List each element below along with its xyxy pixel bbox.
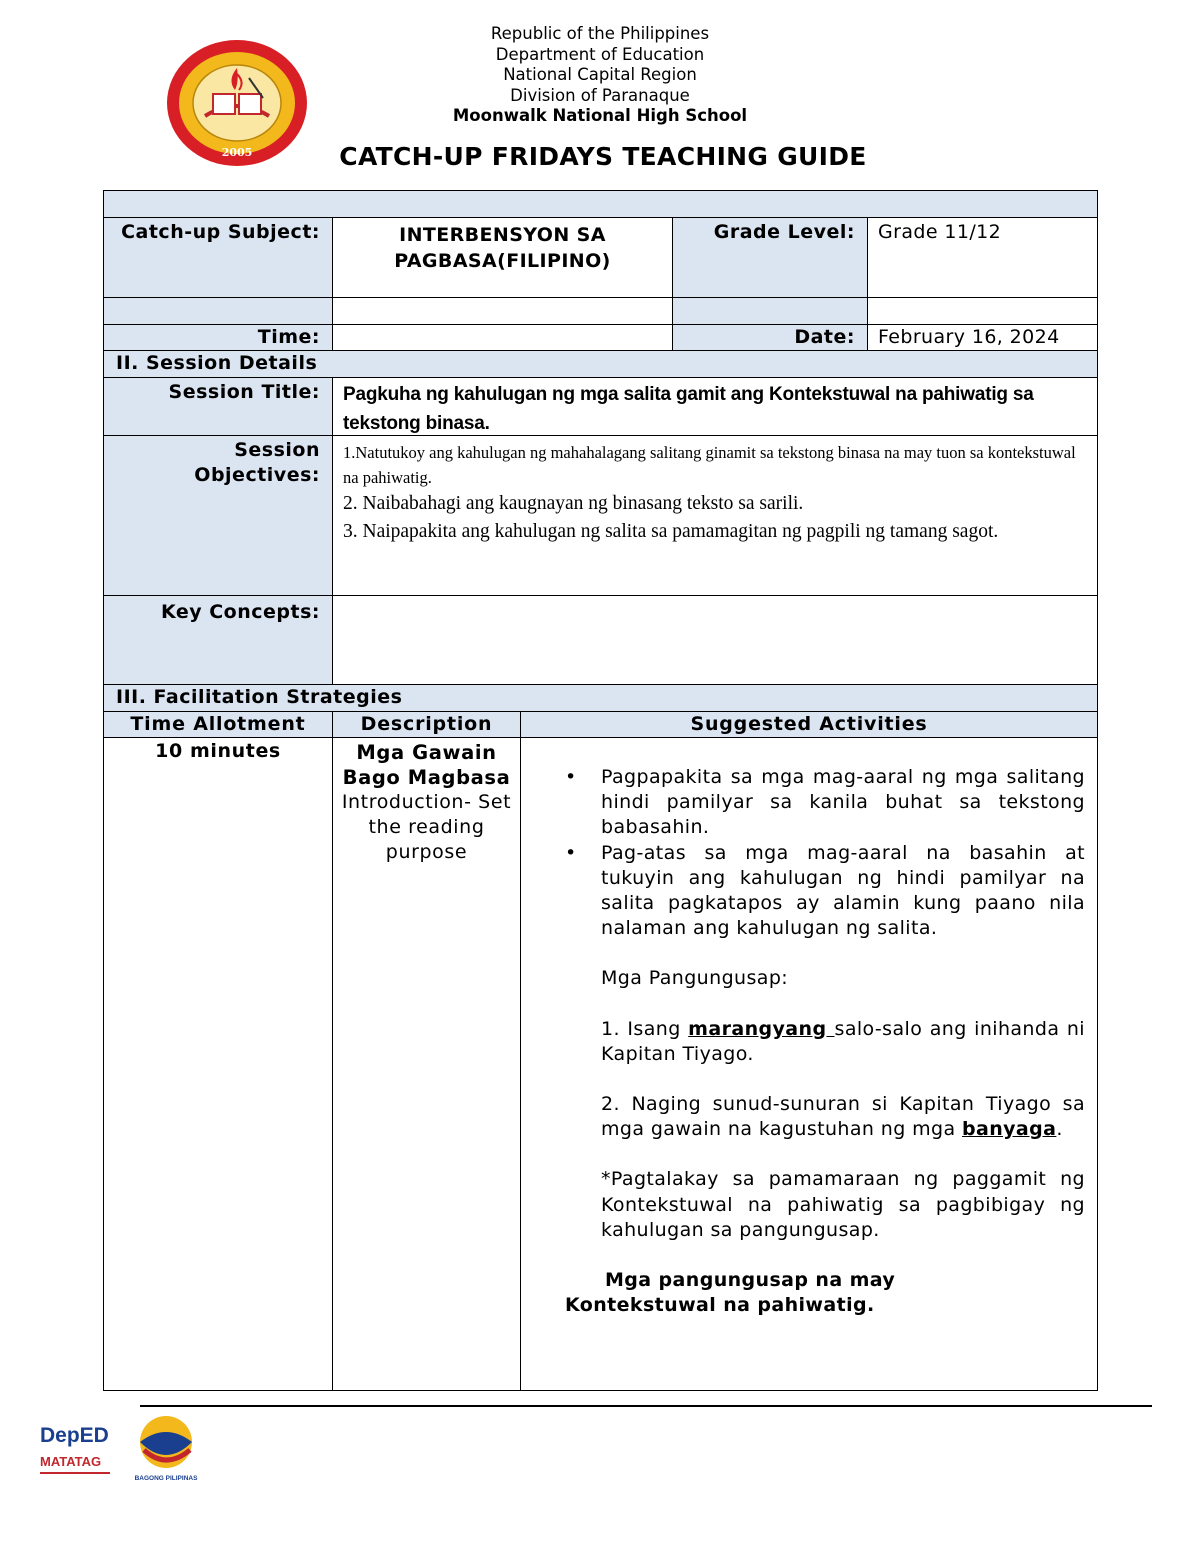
date-label: Date: [672, 324, 868, 351]
svg-text:DepED: DepED [40, 1424, 109, 1447]
description-cell [332, 737, 521, 1391]
session-title-value: Pagkuha ng kahulugan ng mga salita gamit ang Kontekstuwal na pahiwatig sa tekstong binasa. [332, 377, 1098, 436]
discussion-note: *Pagtalakay sa pamamaraan ng paggamit ng Kontekstuwal na pahiwatig sa pagbibigay ng kahulugan sa pangungusap. [601, 1168, 1085, 1241]
bullet-icon: • [565, 841, 577, 864]
svg-text:BAGONG PILIPINAS: BAGONG PILIPINAS [134, 1475, 198, 1482]
facilitation-heading: III. Facilitation Strategies [103, 684, 1098, 712]
bullet-icon: • [565, 766, 577, 788]
subject-label: Catch-up Subject: [103, 217, 333, 298]
highlighted-word: marangyang [688, 1017, 835, 1040]
header-line-region: National Capital Region [503, 65, 697, 84]
objective-item: 2. Naibabahagi ang kaugnayan ng binasang teksto sa sarili. [343, 493, 804, 514]
header-line-department: Department of Education [495, 44, 705, 64]
highlighted-word: banyaga [962, 1118, 1057, 1141]
key-concepts-label: Key Concepts: [103, 595, 333, 685]
description-subtitle: Introduction- Set the reading purpose [341, 791, 512, 863]
grade-label: Grade Level: [672, 217, 868, 298]
top-blank-bar [103, 190, 1098, 218]
blank-value-cell-2 [867, 297, 1098, 325]
teaching-guide-table [103, 190, 1098, 1391]
time-allotment-cell: 10 minutes [103, 737, 333, 1391]
time-value [332, 324, 673, 351]
blank-label-cell-2 [672, 297, 868, 325]
column-header-description: Description [332, 711, 521, 738]
time-label: Time: [103, 324, 333, 351]
session-title-label: Session Title: [103, 377, 333, 436]
closing-line: Mga pangungusap na may Kontekstuwal na pahiwatig. [565, 1269, 896, 1317]
objective-item: 1.Natutukoy ang kahulugan ng mahahalagang salitang ginamit sa tekstong binasa na may tuon sa kontekstuwal na pahiwatig. [343, 443, 1076, 487]
header-line-division: Division of Paranaque [510, 85, 690, 105]
key-concepts-value [332, 595, 1098, 685]
header-line-republic: Republic of the Philippines [490, 24, 710, 43]
logo-year: 2005 [221, 146, 253, 159]
blank-value-cell [332, 297, 673, 325]
activity-bullet: • Pag-atas sa mga mag-aaral na basahin at tukuyin ang kahulugan ng hindi pamilyar na salita pagkatapos ay alamin kung paano nila nalaman ang kahulugan ng salita. [565, 841, 1085, 940]
bagong-pilipinas-logo [128, 1412, 208, 1484]
session-objectives-list [332, 435, 1098, 596]
objective-item: 3. Naipapakita ang kahulugan ng salita sa pamamagitan ng pagpili ng tamang sagot. [343, 521, 999, 542]
footer-divider [140, 1405, 1152, 1407]
date-value: February 16, 2024 [867, 324, 1098, 351]
page-title: CATCH-UP FRIDAYS TEACHING GUIDE [339, 142, 867, 171]
example-sentence-1: 1. Isang marangyang salo-salo ang inihanda ni Kapitan Tiyago. [601, 1017, 1085, 1065]
subject-value: INTERBENSYON SA PAGBASA(FILIPINO) [332, 217, 673, 298]
suggested-activities-cell [520, 737, 1098, 1391]
column-header-activities: Suggested Activities [520, 711, 1098, 738]
school-name: Moonwalk National High School [452, 106, 748, 125]
svg-text:MATATAG: MATATAG [40, 1454, 102, 1469]
column-header-time: Time Allotment [103, 711, 333, 738]
page-header [400, 24, 800, 127]
grade-value: Grade 11/12 [867, 217, 1098, 298]
description-title: Mga Gawain Bago Magbasa [342, 741, 511, 789]
activity-bullet: • Pagpapakita sa mga mag-aaral ng mga salitang hindi pamilyar sa kanila buhat sa tekstong babasahin. [565, 766, 1085, 839]
deped-matatag-logo [38, 1410, 118, 1482]
example-sentence-2: 2. Naging sunud-sunuran si Kapitan Tiyago sa mga gawain na kagustuhan ng mga banyaga. [601, 1093, 1085, 1141]
sentences-heading: Mga Pangungusap: [601, 967, 789, 990]
blank-label-cell [103, 297, 333, 325]
session-objectives-label: Session Objectives: [103, 435, 333, 596]
session-details-heading: II. Session Details [103, 350, 1098, 378]
